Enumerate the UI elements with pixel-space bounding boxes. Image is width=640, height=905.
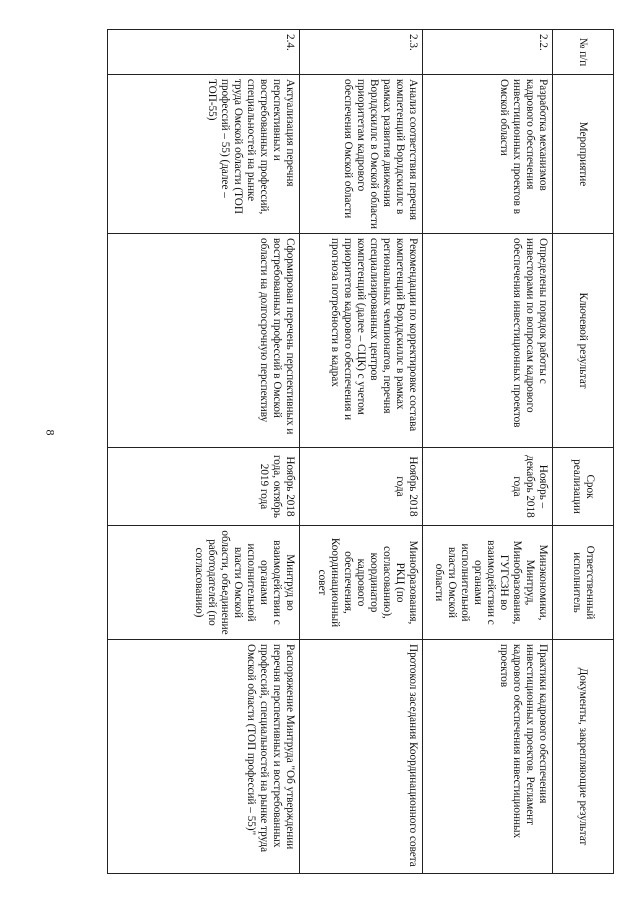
cell-term: Ноябрь 2018 года: [300, 448, 423, 526]
header-result: Ключевой результат: [553, 234, 614, 448]
table-header-row: [553, 30, 614, 874]
header-num: № п/п: [553, 30, 614, 75]
cell-term: Ноябрь – декабрь 2018 года: [423, 448, 553, 526]
cell-result: Сформирован перечень перспективных и востребованных профессий в Омской области на долгосрочную перспективу: [108, 234, 300, 448]
cell-result: Определены порядок работы с инвесторами по вопросам кадрового обеспечения инвестиционных проектов: [423, 234, 553, 448]
cell-activity: Анализ соответствия перечня компетенций Ворлдскиллс в рамках развития движения Ворлдскиллс в Омской области приоритетам кадрового обеспечения Омской области: [300, 75, 423, 234]
cell-responsible: Минтруд во взаимодействии с органами исполнительной власти Омской области, объединение работодателей (по согласованию): [108, 526, 300, 640]
table-row: [300, 30, 423, 874]
header-activity: Мероприятие: [553, 75, 614, 234]
header-documents: Документы, закрепляющие результат: [553, 640, 614, 874]
table-row: [108, 30, 300, 874]
header-responsible: Ответственный исполнитель: [553, 526, 614, 640]
page-number: 8: [43, 429, 58, 436]
cell-documents: Практики кадрового обеспечения инвестиционных проектов. Регламент кадрового обеспечения инвестиционных проектов: [423, 640, 553, 874]
cell-term: Ноябрь 2018 года, октябрь 2019 года: [108, 448, 300, 526]
cell-num: 2.3.: [300, 30, 423, 75]
header-term: Срок реализации: [553, 448, 614, 526]
rotated-table-container: [107, 29, 614, 874]
activities-table: [107, 29, 614, 874]
cell-num: 2.2.: [423, 30, 553, 75]
cell-num: 2.4.: [108, 30, 300, 75]
cell-activity: Актуализация перечня перспективных и востребованных профессий, специальностей на рынке труда Омской области (ТОП профессий – 55) (далее – ТОП-55): [108, 75, 300, 234]
cell-activity: Разработка механизмов кадрового обеспечения инвестиционных проектов в Омской области: [423, 75, 553, 234]
cell-result: Рекомендации по корректировке состава компетенций Ворлдскиллс в рамках региональных чемпионатов, перечня специализированных центров компетенций (далее – СЦК) с учетом приоритетов кадрового обеспечения и прогноза потребности в кадрах: [300, 234, 423, 448]
cell-responsible: Минэкономики, Минтруд, Минобразования, ГУГСЗН во взаимодействии с органами исполнительной власти Омской области: [423, 526, 553, 640]
table-row: [423, 30, 553, 874]
cell-documents: Распоряжение Минтруда "Об утверждении перечня перспективных и востребованных профессий, специальностей на рынке труда Омской области (ТОП профессий – 55)": [108, 640, 300, 874]
cell-documents: Протокол заседания Координационного совета: [300, 640, 423, 874]
cell-responsible: Минобразования, РКЦ (по согласованию), координатор кадрового обеспечения, Координационный совет: [300, 526, 423, 640]
